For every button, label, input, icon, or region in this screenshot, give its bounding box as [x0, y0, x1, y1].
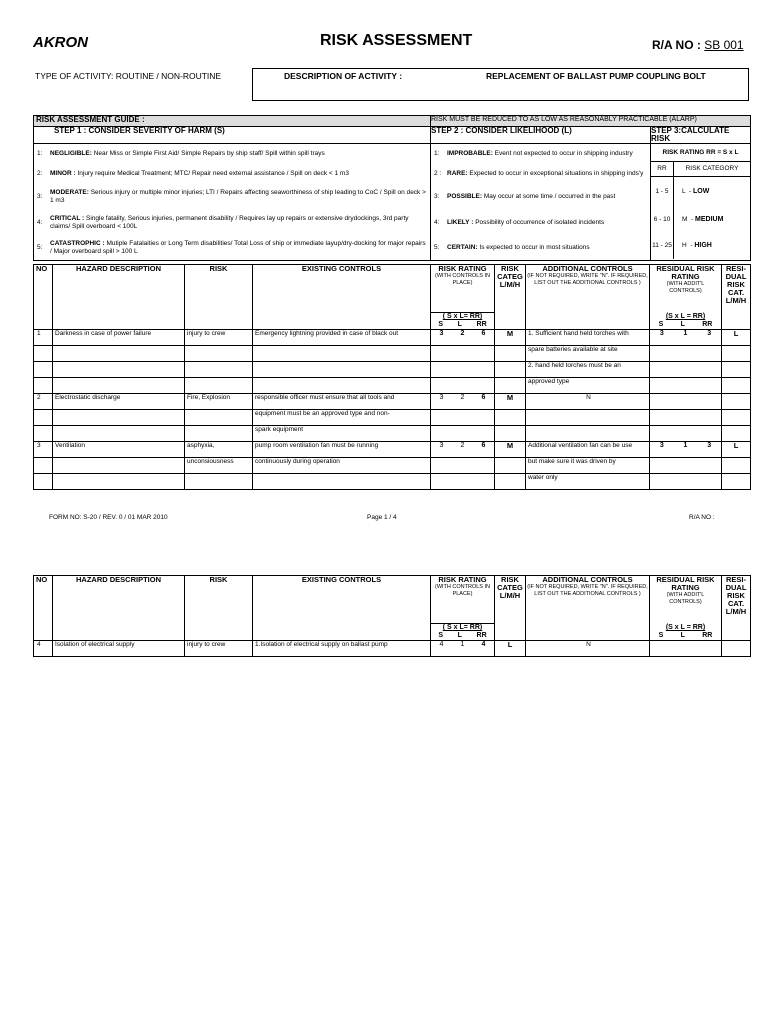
guide.severity-item: 3: MODERATE: Serious injury or multiple minor injuries; LTI / Repairs affecting seaworthiness of ship leading to CoC / Spill on deck > 1 m3: [37, 189, 426, 204]
col-no: NO: [34, 265, 53, 330]
step2-header: STEP 2 : CONSIDER LIKELIHOOD (L): [431, 127, 651, 144]
alarp-note: RISK MUST BE REDUCED TO AS LOW AS REASONABLY PRACTICABLE (ALARP): [431, 116, 751, 127]
col-additional: ADDITIONAL CONTROLS (IF NOT REQUIRED, WRITE "N". IF REQUIRED, LIST OUT THE ADDITIONAL CONTROLS ): [526, 265, 650, 330]
guide.likelihood-item: 1: IMPROBABLE: Event not expected to occur in shipping industry: [434, 150, 633, 157]
col-residual: RESIDUAL RISK RATING (WITH ADDIT'L CONTROLS) (S x L = RR) S L RR: [650, 576, 722, 641]
activity-type: TYPE OF ACTIVITY: ROUTINE / NON-ROUTINE: [35, 71, 222, 81]
severity-list: [34, 144, 431, 261]
table-row: approved type: [34, 378, 751, 394]
risk-calc: [651, 144, 751, 261]
table-row: 2. hand held torches must be an: [34, 362, 751, 378]
step1-header: STEP 1 : CONSIDER SEVERITY OF HARM (S): [34, 127, 431, 144]
description-label: DESCRIPTION OF ACTIVITY :: [284, 71, 403, 81]
guide.severity-item: 2: MINOR : Injury require Medical Treatment; MTC/ Repair need external assistance / Spill on deck < 1 m3: [37, 170, 349, 177]
col-categ: RISK CATEG L/M/H: [495, 265, 526, 330]
step3-header: STEP 3:CALCULATE RISK: [651, 127, 751, 144]
hazard-table-page-1: [33, 264, 751, 490]
table-row: water only: [34, 474, 751, 490]
guide.likelihood-item: 3: POSSIBLE: May occur at some time / occurred in the past: [434, 193, 616, 200]
table-row: unconsiousness continuously during operation but make sure it was driven by: [34, 458, 751, 474]
col-additional: ADDITIONAL CONTROLS (IF NOT REQUIRED, WRITE "N". IF REQUIRED, LIST OUT THE ADDITIONAL CONTROLS ): [526, 576, 650, 641]
table-row: spare batteries available at site: [34, 346, 751, 362]
calc-row: 1 - 5 L - LOW: [651, 177, 750, 206]
col-no: NO: [34, 576, 53, 641]
col-hazard: HAZARD DESCRIPTION: [53, 576, 185, 641]
guide.severity-item: 1: NEGLIGIBLE: Near Miss or Simple First Aid/ Simple Repairs by ship staff/ Spill within spill trays: [37, 150, 325, 157]
table-row: equipment must be an approved type and non-: [34, 410, 751, 426]
table-row: spark equipment: [34, 426, 751, 442]
col-existing: EXISTING CONTROLS: [253, 576, 431, 641]
ra-label: R/A NO :: [652, 38, 701, 52]
table-row: 1 Darkness in case of power failure injury to crew Emergency lightning provided in case of black out 3 2 6 M 1. Sufficient hand held torches with 3 1 3 L: [34, 330, 751, 346]
col-existing: EXISTING CONTROLS: [253, 265, 431, 330]
guide.likelihood-item: 4: LIKELY : Possibility of occurrence of isolated incidents: [434, 219, 605, 226]
footer-ra-number: R/A NO :: [689, 514, 715, 521]
category-header: RISK CATEGORY: [685, 165, 739, 172]
guide-title: RISK ASSESSMENT GUIDE :: [34, 116, 431, 127]
description-value: REPLACEMENT OF BALLAST PUMP COUPLING BOLT: [486, 71, 706, 81]
col-residual-cat: RESI-DUAL RISK CAT. L/M/H: [722, 576, 751, 641]
form-number: FORM NO: S-20 / REV. 0 / 01 MAR 2010: [49, 514, 168, 521]
table-row: 3 Ventilation asphyxia, pump room ventilation fan must be running 3 2 6 M Additional ventilation fan can be use 3 1 3 L: [34, 442, 751, 458]
col-risk: RISK: [185, 576, 253, 641]
guide.severity-item: 4: CRITICAL : Single fatality, Serious injuries, permanent disability / Requires lay up repairs or extensive drydockings, 3rd party claims/ Spill overboard < 100L: [37, 215, 409, 230]
table-row: 4 Isolation of electrical supply injury to crew 1.Isolation of electrical supply on ballast pump 4 1 4 L N: [34, 641, 751, 657]
rr-header: RR: [651, 162, 674, 176]
risk-assessment-guide: [33, 115, 751, 261]
calc-row: 11 - 25 H - HIGH: [651, 233, 750, 259]
guide.likelihood-item: 5: CERTAIN: Is expected to occur in most situations: [434, 244, 590, 251]
col-rating: RISK RATING (WITH CONTROLS IN PLACE) ( S x L= RR) S L RR: [431, 576, 495, 641]
ra-number: SB 001: [704, 38, 744, 52]
calc-row: 6 - 10 M - MEDIUM: [651, 206, 750, 233]
ra-number-block: [652, 38, 744, 52]
hazard-table-page-2: [33, 575, 751, 657]
page-number: Page 1 / 4: [367, 514, 397, 521]
table-row: 2 Electrostatic discharge Fire, Explosion responsible officer must ensure that all tools and 3 2 6 M N: [34, 394, 751, 410]
guide.severity-item: 5: CATASTROPHIC : Mutiple Fatalaities or Long Term disabilities/ Total Loss of ship or immediate layup/dry-docking for major repairs / Major overboard spill > 100 L: [37, 240, 426, 255]
col-rating: RISK RATING (WITH CONTROLS IN PLACE) ( S x L= RR) S L RR: [431, 265, 495, 330]
risk-formula: RISK RATING RR = S x L: [651, 144, 750, 162]
col-residual: RESIDUAL RISK RATING (WITH ADDIT'L CONTROLS) (S x L = RR) S L RR: [650, 265, 722, 330]
col-risk: RISK: [185, 265, 253, 330]
col-categ: RISK CATEG L/M/H: [495, 576, 526, 641]
page-title: RISK ASSESSMENT: [320, 32, 473, 49]
col-residual-cat: RESI-DUAL RISK CAT. L/M/H: [722, 265, 751, 330]
guide.likelihood-item: 2 : RARE: Expected to occur in exceptional situations in shipping inds'y: [434, 170, 644, 177]
likelihood-list: [431, 144, 651, 261]
company-name: AKRON: [33, 34, 88, 51]
col-hazard: HAZARD DESCRIPTION: [53, 265, 185, 330]
